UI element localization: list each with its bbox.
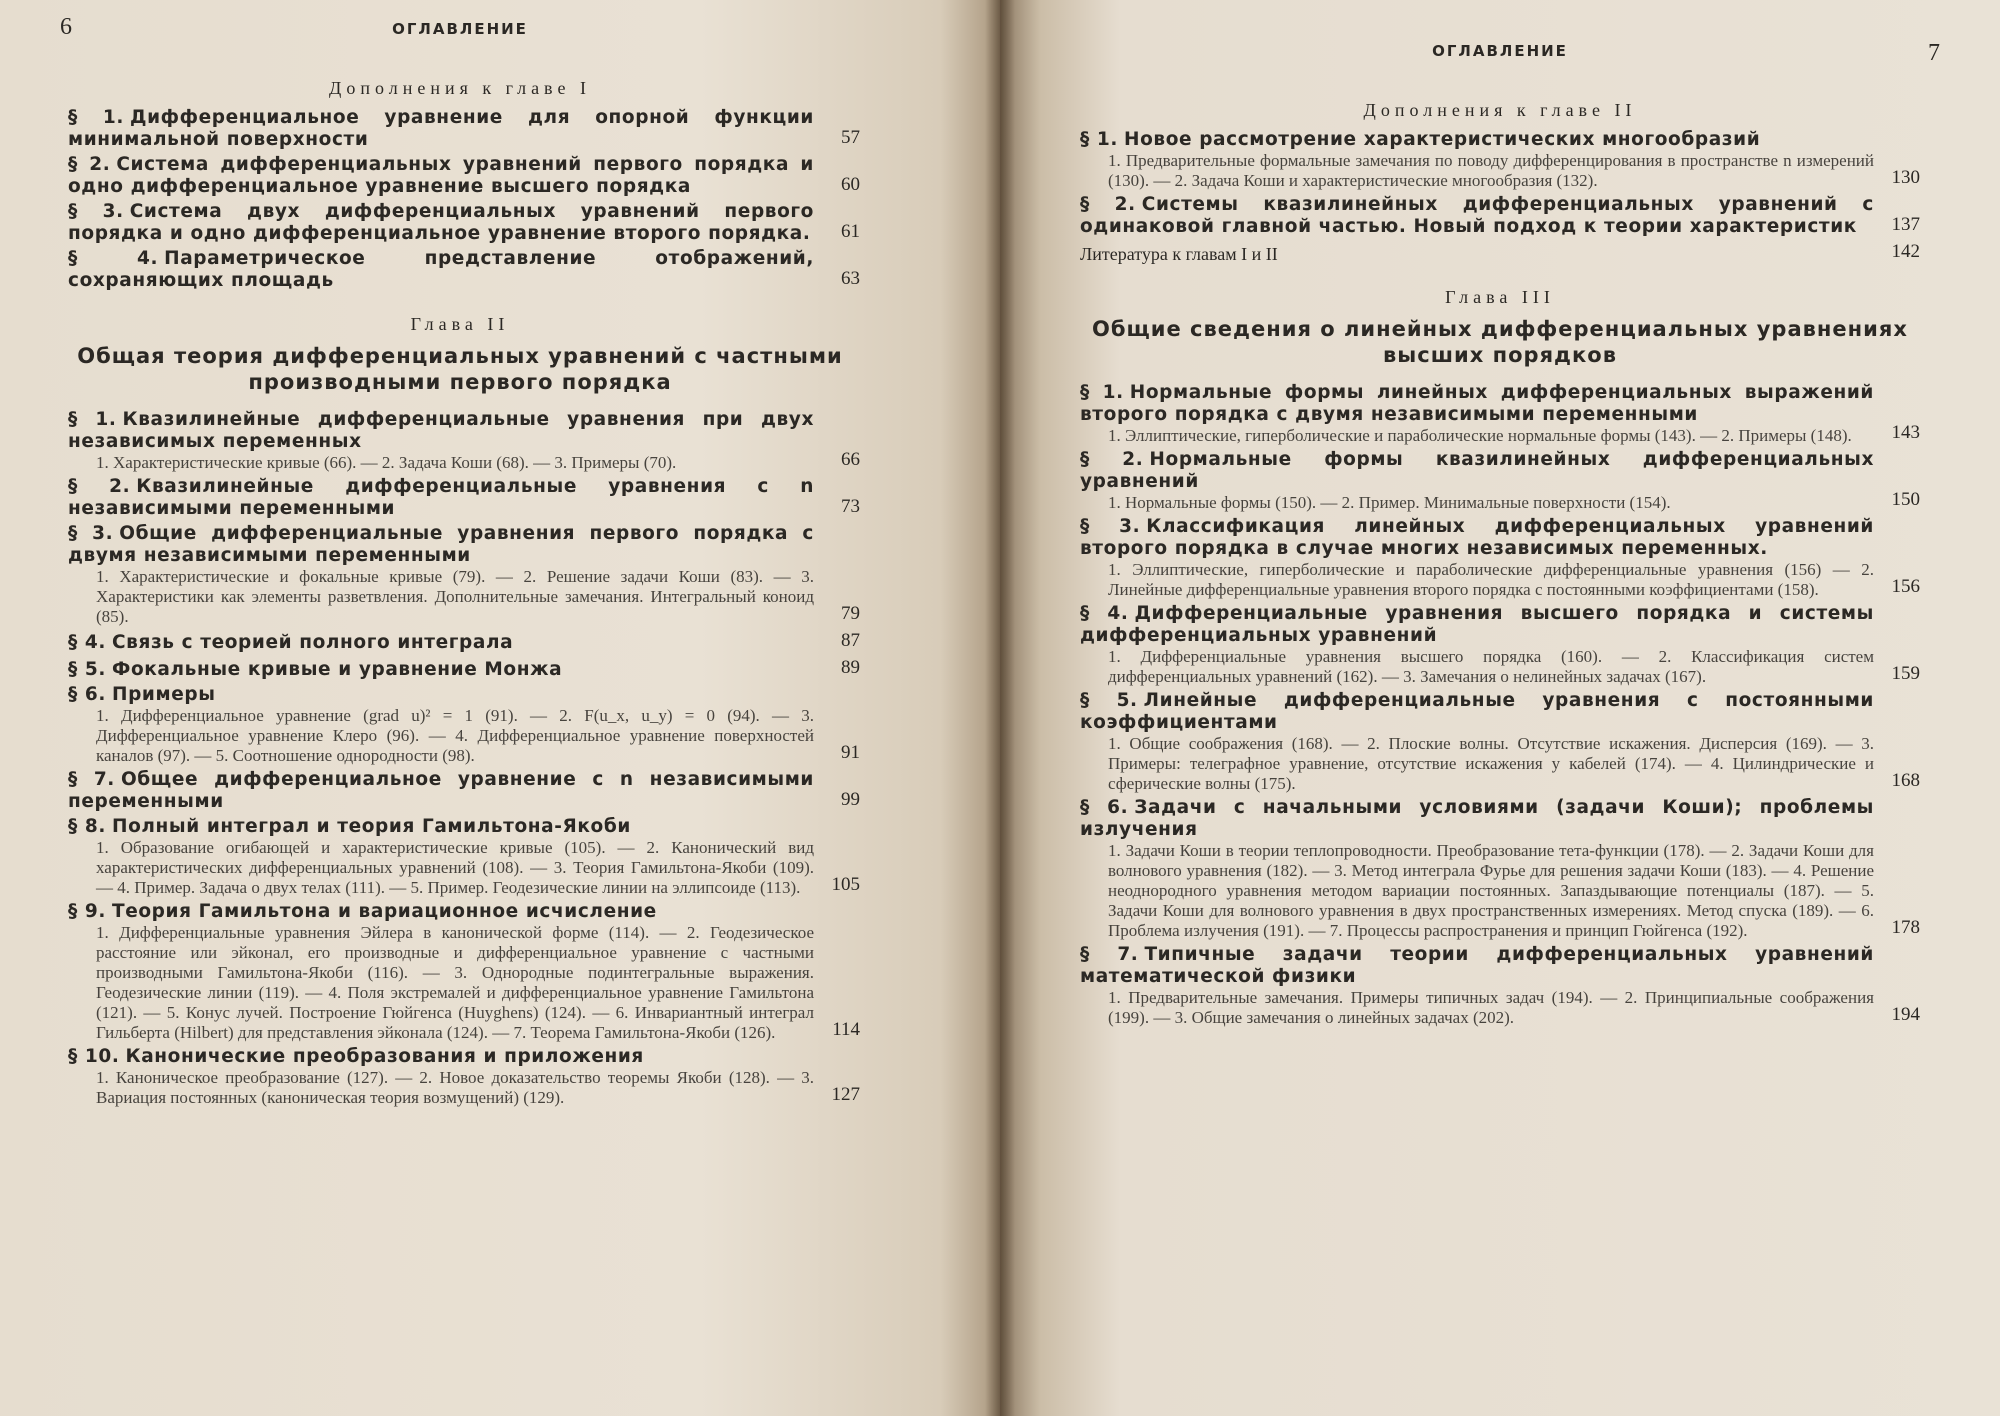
section-page-number: 91 [841,742,860,763]
toc-entry-title-line [1080,129,1874,151]
right-supplement-entries [1080,129,1920,238]
toc-entry-title-line [68,107,814,151]
book-gutter [985,0,1015,1416]
toc-entry [68,1046,860,1108]
section-title: Дифференциальные уравнения высшего порядка и системы дифференциальных уравнений [1080,603,1874,646]
section-title: Связь с теорией полного интеграла [112,632,514,653]
section-title: Общие дифференциальные уравнения первого порядка с двумя независимыми переменными [68,523,814,566]
toc-entry-title-line [1080,797,1874,841]
toc-entry [1080,449,1920,513]
toc-entry [1080,129,1920,191]
section-title: Линейные дифференциальные уравнения с постоянными коэффициентами [1080,690,1874,733]
section-page-number: 150 [1891,489,1920,510]
section-title: Нормальные формы линейных дифференциальных выражений второго порядка с двумя независимыми переменными [1080,382,1874,425]
chapter-label: Глава III [1445,287,1555,307]
section-subtopics: 1. Эллиптические, гиперболические и параболические нормальные формы (143). — 2. Примеры (148). [1108,426,1852,445]
right-page [1000,0,2000,1416]
section-title: Полный интеграл и теория Гамильтона-Якоби [112,816,631,837]
section-number: § 8. [68,816,106,837]
toc-entry [68,248,860,292]
section-subtopics: 1. Предварительные формальные замечания по поводу дифференцирования в пространстве n измерений (130). — 2. Задача Коши и характеристические многообразия (132). [1108,151,1874,190]
toc-entry [68,901,860,1043]
literature-page: 142 [1891,241,1920,262]
section-page-number: 73 [841,496,860,517]
section-title: Квазилинейные дифференциальные уравнения при двух независимых переменных [68,409,814,452]
page-number: 7 [1928,40,1940,66]
toc-entry [68,409,860,473]
section-subtopics: 1. Образование огибающей и характеристические кривые (105). — 2. Канонический вид характеристических дифференциальных уравнений (108). — 3. Теория Гамильтона-Якоби (109). — 4. Пример. Задача о двух телах (111). — 5. Пример. Геодезические линии на эллипсоиде (113). [96,838,814,897]
section-number: § 7. [68,769,115,790]
section-title: Общее дифференциальное уравнение с n независимыми переменными [68,769,814,812]
section-subtopics: 1. Дифференциальные уравнения Эйлера в канонической форме (114). — 2. Геодезическое расстояние или эйконал, его производные и дифференциальное уравнение с частными производными Гамильтона-Якоби (116). — 3. Однородные подинтегральные выражения. Геодезические линии (119). — 4. Поля экстремалей и дифференциальное уравнение Гамильтона (121). — 5. Конус лучей. Построение Гюйгенса (Huyghens) (124). — 6. Инвариантный интеграл Гильберта (Hilbert) для представления эйконала (124). — 7. Теорема Гамильтона-Якоби (126). [96,923,814,1042]
section-number: § 10. [68,1046,120,1067]
toc-entry [68,630,860,654]
section-title: Система двух дифференциальных уравнений первого порядка и одно дифференциальное уравнение второго порядка. [68,201,814,244]
section-number: § 5. [68,659,106,680]
section-page-number: 143 [1891,422,1920,443]
toc-entry-title-line [1080,516,1874,560]
toc-entry [1080,944,1920,1028]
section-page-number: 127 [831,1084,860,1105]
section-subtopics: 1. Задачи Коши в теории теплопроводности. Преобразование тета-функции (178). — 2. Задачи Коши для волнового уравнения (182). — 3. Метод интеграла Фурье для решения задачи Коши (183). — 4. Решение неоднородного уравнения методом вариации постоянных. Запаздывающие потенциалы (187). — 5. Задачи Коши для волнового уравнения в двух пространственных измерениях. Метод спуска (189). — 6. Проблема излучения (191). — 7. Процессы распространения и принцип Гюйгенса (192). [1108,841,1874,940]
section-number: § 1. [1080,382,1124,403]
toc-entry-title-line [68,1046,814,1068]
literature-entry [1080,241,1920,265]
section-subtopics: 1. Нормальные формы (150). — 2. Пример. Минимальные поверхности (154). [1108,493,1671,512]
toc-entry-title-line [1080,690,1874,734]
section-title: Квазилинейные дифференциальные уравнения с n независимыми переменными [68,476,814,519]
section-number: § 9. [68,901,106,922]
toc-entry-title-line [68,476,814,520]
section-number: § 2. [68,476,131,497]
toc-entry-title-line [68,769,814,813]
left-page-header [60,14,860,54]
toc-entry [1080,690,1920,794]
section-page-number: 87 [841,630,860,651]
chapter-title: Общая теория дифференциальных уравнений с частными производными первого порядка [77,344,843,394]
running-title: ОГЛАВЛЕНИЕ [392,20,528,38]
toc-entry [68,476,860,520]
toc-entry [68,201,860,245]
toc-entry [68,154,860,198]
toc-entry-title-line [68,659,814,681]
section-number: § 4. [1080,603,1129,624]
running-title: ОГЛАВЛЕНИЕ [1432,42,1568,60]
section-number: § 1. [68,409,117,430]
toc-entry-title-line [68,154,814,198]
toc-entry-title-line [1080,944,1874,988]
section-number: § 4. [68,248,159,269]
section-page-number: 168 [1891,770,1920,791]
section-subtopics: 1. Дифференциальное уравнение (grad u)² = 1 (91). — 2. F(u_x, u_y) = 0 (94). — 3. Дифференциальное уравнение Клеро (96). — 4. Дифференциальное уравнение поверхностей каналов (97). — 5. Соотношение однородности (98). [96,706,814,765]
supplement-heading: Дополнения к главе I [329,78,591,98]
section-subtopics: 1. Дифференциальные уравнения высшего порядка (160). — 2. Классификация систем дифференциальных уравнений (162). — 3. Замечания о нелинейных задачах (167). [1108,647,1874,686]
section-subtopics: 1. Предварительные замечания. Примеры типичных задач (194). — 2. Принципиальные соображения (199). — 3. Общие замечания о линейных задачах (202). [1108,988,1874,1027]
toc-entry-title-line [1080,194,1874,238]
section-title: Примеры [112,684,216,705]
literature-title: Литература к главам I и II [1080,244,1278,264]
toc-entry [68,816,860,898]
toc-entry [68,684,860,766]
section-title: Канонические преобразования и приложения [125,1046,644,1067]
toc-entry [68,769,860,813]
section-title: Фокальные кривые и уравнение Монжа [112,659,563,680]
section-number: § 5. [1080,690,1138,711]
section-page-number: 137 [1891,214,1920,235]
section-title: Параметрическое представление отображений, сохраняющих площадь [68,248,814,291]
section-subtopics: 1. Характеристические и фокальные кривые (79). — 2. Решение задачи Коши (83). — 3. Характеристики как элементы разветвления. Дополнительные замечания. Интегральный коноид (85). [96,567,814,626]
section-number: § 3. [1080,516,1141,537]
section-page-number: 79 [841,603,860,624]
section-number: § 6. [68,684,106,705]
section-page-number: 159 [1891,663,1920,684]
section-page-number: 130 [1891,167,1920,188]
supplement-heading: Дополнения к главе II [1363,100,1637,120]
toc-entry [1080,382,1920,446]
left-supplement-entries [60,107,860,292]
toc-entry-title-line [68,409,814,453]
toc-entry-title-line [68,248,814,292]
toc-entry [68,107,860,151]
section-title: Классификация линейных дифференциальных уравнений второго порядка в случае многих независимых переменных. [1080,516,1874,559]
section-title: Новое рассмотрение характеристических многообразий [1124,129,1761,150]
section-subtopics: 1. Каноническое преобразование (127). — 2. Новое доказательство теоремы Якоби (128). — 3. Вариация постоянных (каноническая теория возмущений) (129). [96,1068,814,1107]
section-subtopics: 1. Общие соображения (168). — 2. Плоские волны. Отсутствие искажения. Дисперсия (169). — 3. Примеры: телеграфное уравнение, отсутствие искажения у кабелей (174). — 4. Цилиндрические и сферические волны (175). [1108,734,1874,793]
section-number: § 2. [68,154,111,175]
toc-entry-title-line [68,816,814,838]
section-page-number: 194 [1891,1004,1920,1025]
right-chapter-entries [1080,382,1920,1028]
section-page-number: 178 [1891,917,1920,938]
toc-entry [1080,797,1920,941]
toc-entry [1080,603,1920,687]
right-page-header [1080,36,1940,76]
section-number: § 3. [68,201,124,222]
toc-entry [68,657,860,681]
toc-entry [68,523,860,627]
section-title: Система дифференциальных уравнений первого порядка и одно дифференциальное уравнение высшего порядка [68,154,814,197]
section-title: Дифференциальное уравнение для опорной функции минимальной поверхности [68,107,814,150]
section-title: Задачи с начальными условиями (задачи Коши); проблемы излучения [1080,797,1874,840]
section-page-number: 89 [841,657,860,678]
section-number: § 1. [68,107,125,128]
section-page-number: 99 [841,789,860,810]
section-page-number: 105 [831,874,860,895]
section-subtopics: 1. Эллиптические, гиперболические и параболические дифференциальные уравнения (156) — 2. Линейные дифференциальные уравнения второго порядка с постоянными коэффициентами (158). [1108,560,1874,599]
section-page-number: 60 [841,174,860,195]
left-chapter-entries [60,409,860,1108]
section-title: Системы квазилинейных дифференциальных уравнений с одинаковой главной частью. Новый подход к теории характеристик [1080,194,1874,237]
section-page-number: 66 [841,449,860,470]
section-number: § 4. [68,632,106,653]
section-page-number: 57 [841,127,860,148]
toc-entry-title-line [68,684,814,706]
toc-entry-title-line [68,523,814,567]
toc-entry-title-line [1080,382,1874,426]
section-number: § 7. [1080,944,1139,965]
section-title: Типичные задачи теории дифференциальных уравнений математической физики [1080,944,1874,987]
section-number: § 2. [1080,194,1136,215]
section-page-number: 63 [841,268,860,289]
toc-entry-title-line [68,901,814,923]
section-number: § 3. [68,523,114,544]
section-title: Теория Гамильтона и вариационное исчисление [112,901,657,922]
section-number: § 1. [1080,129,1118,150]
toc-entry-title-line [1080,603,1874,647]
page-number: 6 [60,14,72,40]
section-number: § 2. [1080,449,1144,470]
toc-entry-title-line [68,201,814,245]
section-page-number: 61 [841,221,860,242]
section-page-number: 114 [832,1019,860,1040]
section-page-number: 156 [1891,576,1920,597]
chapter-title: Общие сведения о линейных дифференциальных уравнениях высших порядков [1092,317,1908,367]
section-title: Нормальные формы квазилинейных дифференциальных уравнений [1080,449,1874,492]
section-subtopics: 1. Характеристические кривые (66). — 2. Задача Коши (68). — 3. Примеры (70). [96,453,677,472]
toc-entry-title-line [68,632,814,654]
toc-entry-title-line [1080,449,1874,493]
toc-entry [1080,194,1920,238]
chapter-label: Глава II [410,314,510,334]
toc-entry [1080,516,1920,600]
section-number: § 6. [1080,797,1129,818]
